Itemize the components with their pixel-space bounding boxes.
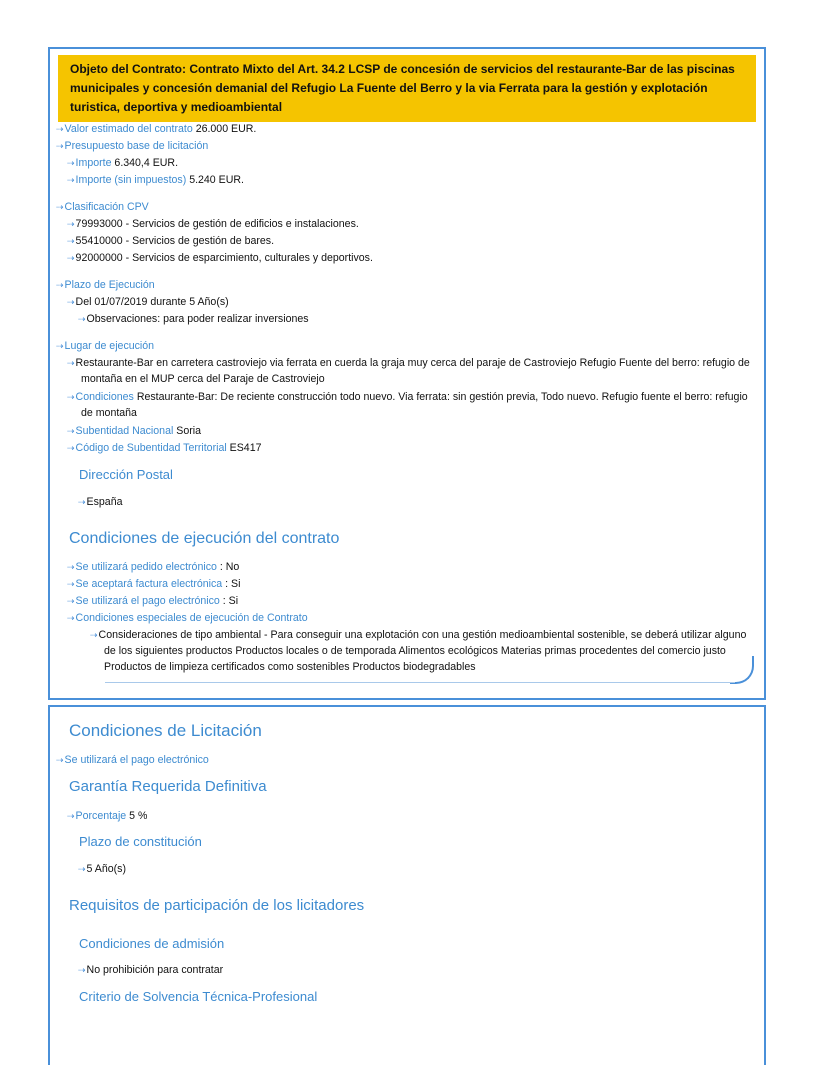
solvencia-heading: Criterio de Solvencia Técnica-Profesional (79, 989, 318, 1004)
importe-sin-impuestos-value: 5.240 EUR. (189, 174, 244, 186)
lugar-ejecucion-row (56, 338, 154, 354)
plazo-duracion-row (67, 294, 229, 310)
cpv-item (67, 250, 373, 266)
condiciones-licitacion-heading: Condiciones de Licitación (69, 721, 262, 740)
consideraciones-ambientales-row (90, 627, 752, 675)
condiciones-ejecucion-heading: Condiciones de ejecución del contrato (69, 530, 340, 547)
condiciones-especiales-row (67, 610, 308, 626)
porcentaje-value: 5 % (129, 810, 148, 822)
arrow-icon: ⇢ (67, 392, 75, 402)
plazo-constitucion-row (78, 861, 126, 877)
plazo-constitucion-value: 5 Año(s) (86, 863, 126, 875)
condiciones-especiales-label: Condiciones especiales de ejecución de Contrato (75, 612, 308, 624)
consideraciones-ambientales-text: Consideraciones de tipo ambiental - Para conseguir una explotación con una gestión medioambiental sostenible, se deberá utilizar alguno de los siguientes productos Productos locales o de temporada Alimentos ecológicos Materias primas procedentes del comercio justo Productos de limpieza certificados como sostenibles Productos biodegradables (98, 629, 747, 673)
valor-estimado-value: 26.000 EUR. (195, 123, 257, 135)
contract-object-banner: Objeto del Contrato: Contrato Mixto del Art. 34.2 LCSP de concesión de servicios del restaurante-Bar de las piscinas municipales y concesión demanial del Refugio La Fuente del Berro y la via Ferrata para la gestión y explotación turistica, deportiva y medioambiental (58, 55, 756, 122)
arrow-icon: ⇢ (56, 124, 64, 134)
arrow-icon: ⇢ (78, 965, 86, 975)
cpv-item (67, 216, 359, 232)
arrow-icon: ⇢ (67, 579, 75, 589)
subentidad-label: Subentidad Nacional (75, 425, 174, 437)
plazo-observaciones-row (78, 311, 309, 327)
admision-value: No prohibición para contratar (86, 964, 224, 976)
arrow-icon: ⇢ (67, 219, 75, 229)
pedido-electronico-row (67, 559, 239, 575)
plazo-duracion-text: Del 01/07/2019 durante 5 Año(s) (75, 296, 229, 308)
lugar-condiciones-value: Restaurante-Bar: De reciente construcción todo nuevo. Via ferrata: sin gestión previa, Todo nuevo. Refugio fuente el berro: refugio de montaña (81, 391, 748, 419)
cpv-label: Clasificación CPV (64, 201, 149, 213)
factura-electronica-row (67, 576, 240, 592)
requisitos-heading: Requisitos de participación de los licitadores (69, 897, 365, 914)
factura-electronica-value: : Si (225, 578, 241, 590)
arrow-icon: ⇢ (78, 497, 86, 507)
arrow-icon: ⇢ (67, 236, 75, 246)
arrow-icon: ⇢ (67, 175, 75, 185)
pedido-electronico-value: : No (219, 561, 240, 573)
pago-electronico-row (67, 593, 238, 609)
pago-electronico-value: : Si (222, 595, 239, 607)
presupuesto-row (56, 138, 208, 154)
subentidad-row (67, 423, 201, 439)
cpv-item-text: 55410000 - Servicios de gestión de bares. (75, 235, 275, 247)
cpv-item (67, 233, 274, 249)
valor-estimado-row (56, 121, 256, 137)
admision-heading: Condiciones de admisión (79, 936, 225, 951)
plazo-ejecucion-row (56, 277, 155, 293)
codigo-subentidad-value: ES417 (229, 442, 262, 454)
arrow-icon: ⇢ (67, 811, 75, 821)
arrow-icon: ⇢ (67, 562, 75, 572)
arrow-icon: ⇢ (67, 358, 75, 368)
admision-row (78, 962, 223, 978)
pago-electronico-label: Se utilizará el pago electrónico (75, 595, 220, 607)
arrow-icon: ⇢ (67, 158, 75, 168)
arrow-icon: ⇢ (56, 202, 64, 212)
arrow-icon: ⇢ (90, 630, 98, 640)
garantia-heading: Garantía Requerida Definitiva (69, 778, 267, 795)
divider (105, 682, 735, 683)
porcentaje-row (67, 808, 147, 824)
porcentaje-label: Porcentaje (75, 810, 127, 822)
arrow-icon: ⇢ (56, 755, 64, 765)
valor-estimado-label: Valor estimado del contrato (64, 123, 193, 135)
licitacion-pago-label: Se utilizará el pago electrónico (64, 754, 209, 766)
codigo-subentidad-row (67, 440, 261, 456)
importe-sin-impuestos-label: Importe (sin impuestos) (75, 174, 187, 186)
lugar-condiciones-row (67, 389, 751, 421)
arrow-icon: ⇢ (56, 341, 64, 351)
arrow-icon: ⇢ (56, 141, 64, 151)
importe-value: 6.340,4 EUR. (114, 157, 179, 169)
arrow-icon: ⇢ (67, 426, 75, 436)
lugar-ejecucion-label: Lugar de ejecución (64, 340, 155, 352)
arrow-icon: ⇢ (78, 314, 86, 324)
arrow-icon: ⇢ (67, 253, 75, 263)
direccion-pais-row (78, 494, 122, 510)
subentidad-value: Soria (176, 425, 202, 437)
presupuesto-label: Presupuesto base de licitación (64, 140, 209, 152)
importe-row (67, 155, 178, 171)
lugar-descripcion-text: Restaurante-Bar en carretera castroviejo via ferrata en cuerda la graja muy cerca del paraje de Castroviejo Refugio Fuente del berro: refugio de montaña en el MUP cerca del Paraje de Castroviejo (75, 357, 750, 385)
factura-electronica-label: Se aceptará factura electrónica (75, 578, 223, 590)
arrow-icon: ⇢ (67, 443, 75, 453)
arrow-icon: ⇢ (78, 864, 86, 874)
plazo-constitucion-heading: Plazo de constitución (79, 834, 202, 849)
cpv-item-text: 92000000 - Servicios de esparcimiento, culturales y deportivos. (75, 252, 373, 264)
arrow-icon: ⇢ (67, 613, 75, 623)
codigo-subentidad-label: Código de Subentidad Territorial (75, 442, 227, 454)
importe-label: Importe (75, 157, 112, 169)
arrow-icon: ⇢ (67, 596, 75, 606)
cpv-item-text: 79993000 - Servicios de gestión de edificios e instalaciones. (75, 218, 359, 230)
cpv-row (56, 199, 149, 215)
plazo-observaciones-text: Observaciones: para poder realizar inversiones (86, 313, 309, 325)
lugar-descripcion-row (67, 355, 771, 387)
pedido-electronico-label: Se utilizará pedido electrónico (75, 561, 217, 573)
arrow-icon: ⇢ (56, 280, 64, 290)
importe-sin-impuestos-row (67, 172, 244, 188)
arrow-icon: ⇢ (67, 297, 75, 307)
lugar-condiciones-label: Condiciones (75, 391, 134, 403)
licitacion-pago-row (56, 752, 209, 768)
direccion-pais-text: España (86, 496, 123, 508)
direccion-postal-heading: Dirección Postal (79, 467, 173, 482)
plazo-ejecucion-label: Plazo de Ejecución (64, 279, 155, 291)
